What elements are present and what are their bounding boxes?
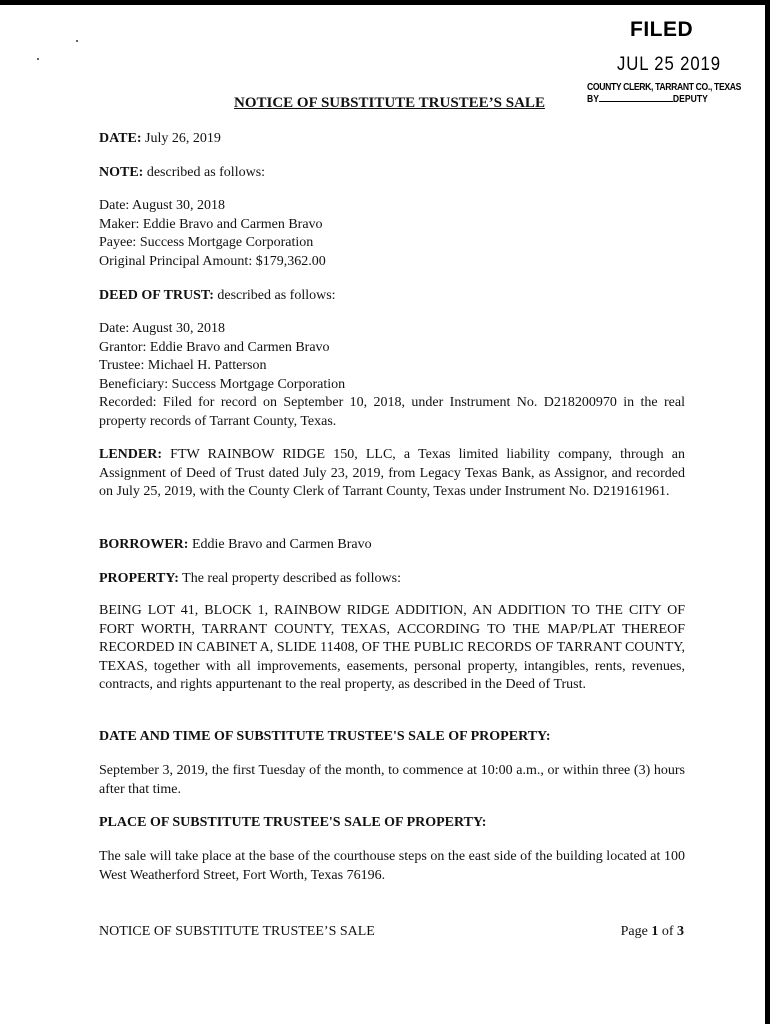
note-intro: described as follows: [146, 165, 266, 180]
signature-blank [599, 93, 673, 102]
deed-label: DEED OF TRUST: [99, 288, 214, 303]
note-line: Maker: Eddie Bravo and Carmen Bravo [99, 216, 323, 232]
sale-place-text: The sale will take place at the base of the courthouse steps on the east side of the building located at 100 West Weatherford Street, Fort Worth, Texas 76196. [99, 849, 685, 883]
page-number [621, 924, 684, 940]
page-word: Page [620, 924, 648, 939]
page-total: 3 [677, 924, 684, 939]
date-value: July 26, 2019 [145, 131, 221, 146]
property-label: PROPERTY: [99, 571, 179, 586]
note-line: Payee: Success Mortgage Corporation [99, 235, 314, 250]
note-details [99, 197, 685, 271]
footer-title: NOTICE OF SUBSTITUTE TRUSTEE’S SALE [99, 924, 375, 939]
filed-stamp-date: JUL 25 2019 [617, 54, 721, 75]
filed-stamp-clerk: COUNTY CLERK, TARRANT CO., TEXAS [587, 82, 741, 93]
note-heading [99, 164, 685, 183]
property-heading [99, 570, 685, 589]
lender-section [99, 446, 685, 502]
sale-time-heading: DATE AND TIME OF SUBSTITUTE TRUSTEE'S SALE OF PROPERTY: [99, 729, 551, 744]
deed-line: Trustee: Michael H. Patterson [99, 358, 267, 373]
filed-stamp-by: BY [587, 94, 599, 105]
scan-speck [37, 58, 39, 60]
of-word: of [661, 924, 674, 939]
scan-speck [76, 40, 78, 42]
document-title: NOTICE OF SUBSTITUTE TRUSTEE’S SALE [234, 95, 545, 111]
deed-recorded: Recorded: Filed for record on September 10, 2018, under Instrument No. D218200970 in the real property records of Tarrant County, Texas. [99, 395, 685, 429]
date-section [99, 130, 685, 149]
note-line: Original Principal Amount: $179,362.00 [99, 253, 326, 269]
deed-intro: described as follows: [217, 288, 336, 303]
deed-details [99, 320, 685, 394]
borrower-section [99, 536, 685, 555]
property-description: BEING LOT 41, BLOCK 1, RAINBOW RIDGE ADDITION, AN ADDITION TO THE CITY OF FORT WORTH, TARRANT COUNTY, TEXAS, ACCORDING TO THE MAP/PLAT THEREOF RECORDED IN CABINET A, SLIDE 11408, OF THE PUBLIC RECORDS OF TARRANT COUNTY, TEXAS, together with all improvements, easements, personal property, intangibles, rents, revenues, contracts, and rights appurtenant to the real property, as described in the Deed of Trust. [99, 603, 685, 692]
note-line: Date: August 30, 2018 [99, 198, 225, 213]
scan-border-right [765, 0, 770, 1024]
borrower-label: BORROWER: [99, 537, 189, 552]
filed-stamp-signature-line [587, 93, 707, 105]
filed-stamp-deputy: DEPUTY [672, 94, 708, 105]
deed-heading [99, 287, 685, 306]
page-current: 1 [651, 924, 659, 939]
note-label: NOTE: [99, 165, 144, 180]
sale-time-text: September 3, 2019, the first Tuesday of the month, to commence at 10:00 a.m., or within three (3) hours after that time. [99, 763, 685, 797]
sale-place-heading: PLACE OF SUBSTITUTE TRUSTEE'S SALE OF PROPERTY: [99, 815, 487, 830]
deed-line: Date: August 30, 2018 [99, 321, 225, 336]
filed-stamp-label: FILED [630, 18, 694, 41]
lender-label: LENDER: [99, 447, 163, 462]
date-label: DATE: [99, 131, 142, 146]
deed-line: Beneficiary: Success Mortgage Corporation [99, 376, 346, 392]
deed-line: Grantor: Eddie Bravo and Carmen Bravo [99, 339, 330, 355]
scan-border-top [0, 0, 770, 5]
property-intro: The real property described as follows: [182, 571, 402, 586]
borrower-value: Eddie Bravo and Carmen Bravo [191, 537, 372, 552]
lender-text: FTW RAINBOW RIDGE 150, LLC, a Texas limited liability company, through an Assignment of Deed of Trust dated July 23, 2019, from Legacy Texas Bank, as Assignor, and recorded on July 25, 2019, with the County Clerk of Tarrant County, Texas under Instrument No. D219161961. [99, 447, 686, 499]
